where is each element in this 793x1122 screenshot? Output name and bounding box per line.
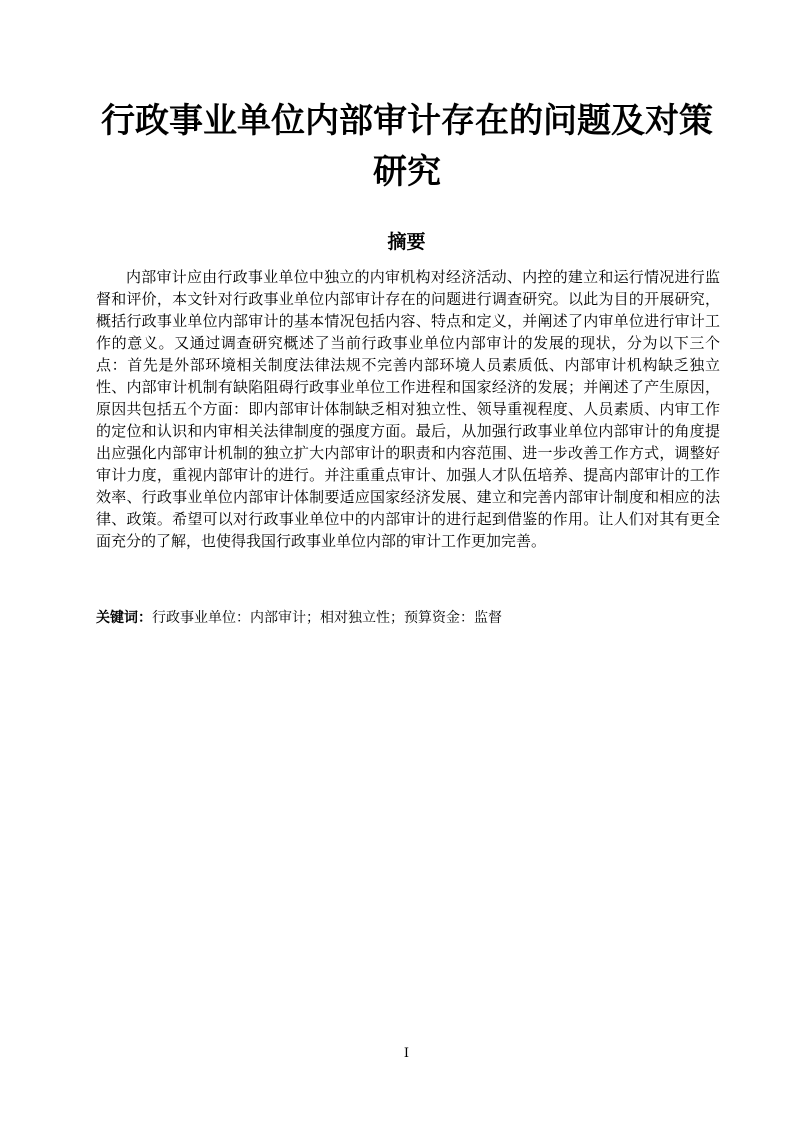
keywords-label: 关键词： bbox=[96, 610, 152, 626]
abstract-heading: 摘要 bbox=[387, 231, 426, 253]
document-title: 行政事业单位内部审计存在的问题及对策研究 bbox=[101, 101, 713, 192]
keywords-line bbox=[96, 607, 720, 629]
keywords-text: 行政事业单位：内部审计；相对独立性；预算资金：监督 bbox=[152, 610, 502, 626]
page-number: I bbox=[403, 1046, 410, 1061]
abstract-body: 内部审计应由行政事业单位中独立的内审机构对经济活动、内控的建立和运行情况进行监督和评价，本文针对行政事业单位内部审计存在的问题进行调查研究。以此为目的开展研究，概括行政事业单位内部审计的基本情况包括内容、特点和定义，并阐述了内审单位进行审计工作的意义。又通过调查研究概述了当前行政事业单位内部审计的发展的现状，分为以下三个点：首先是外部环境相关制度法律法规不完善内部环境人员素质低、内部审计机构缺乏独立性、内部审计机制有缺陷阻碍行政事业单位工作进程和国家经济的发展；并阐述了产生原因，原因共包括五个方面：即内部审计体制缺乏相对独立性、领导重视程度、人员素质、内审工作的定位和认识和内审相关法律制度的强度方面。最后，从加强行政事业单位内部审计的角度提出应强化内部审计机制的独立扩大内部审计的职责和内容范围、进一步改善工作方式，调整好审计力度，重视内部审计的进行。并注重重点审计、加强人才队伍培养、提高内部审计的工作效率、行政事业单位内部审计体制要适应国家经济发展、建立和完善内部审计制度和相应的法律、政策。希望可以对行政事业单位中的内部审计的进行起到借鉴的作用。让人们对其有更全面充分的了解，也使得我国行政事业单位内部的审计工作更加完善。 bbox=[96, 268, 720, 550]
